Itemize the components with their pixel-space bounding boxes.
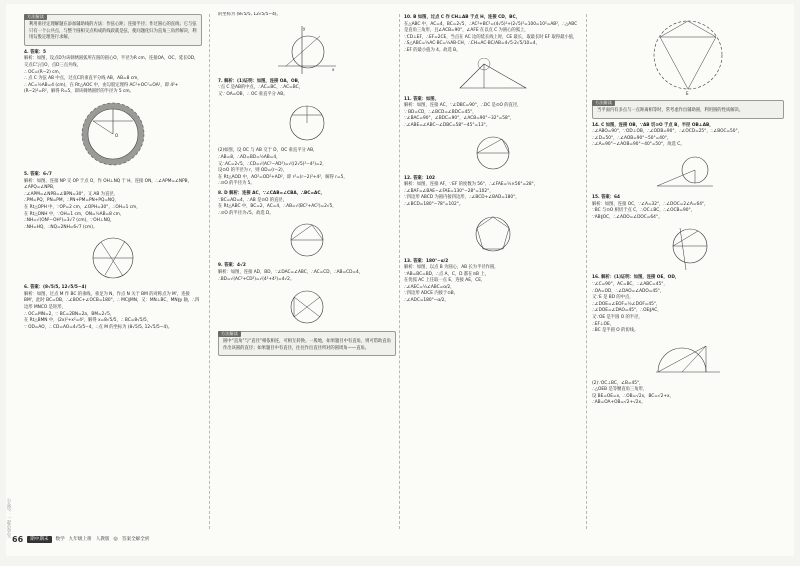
q6-line: ∵ OD=AO，∴ CD=AO=4√5/5−4，∴点 M 的坐标为 (8√5/5, 12√5/5−4)。: [24, 324, 173, 330]
column-1: [24, 12, 202, 532]
q11-circle-figure: [462, 133, 524, 173]
q9-line: 解析：如图，连接 AD，BD，∵∠DAC=∠ABC，∴AC=CD，∴AB=CD=4，∴BD=√(AC²+CD²)=√(4²+4²)=4√2。: [218, 269, 364, 282]
q8-line: ∴⊙O 的半径为√5。故选 D。: [218, 210, 274, 216]
q16-line: 又∵E 是 BD 的中点，: [592, 295, 634, 301]
q7-line: 又∴AC=2√5，∴CD=√(AC²−AD²)=√((2√5)²−4²)=2，: [218, 161, 327, 167]
q10-heading: 10. B 如图，过点 C 作 CH⊥AB 于点 H，连接 CD，BC，: [404, 15, 520, 20]
q5-line: 解析：如图，连接 NP 交 OP 于点 O，作 OH⊥NQ 于 H，连接 ON，∴∠APM=∠NPB，∠APQ=∠NPB，: [24, 178, 192, 191]
method-tip-box: [24, 14, 202, 46]
q7-line: 在 Rt△AOD 中，AO²=OD²+AD²，即 r²=(r−2)²+4²，解得 r=5，: [218, 174, 348, 180]
q4-line: 解析：如图，设点D为该刺绣圆弧所在圆的圆心O，半径为R cm，连接OA，OC，延长OD，交点C与点O，点D三点共线，: [24, 56, 199, 68]
q16-line: 又∵OE 是半圆 O 的半径，: [592, 314, 643, 320]
q16-semicircle-figure: [652, 338, 724, 378]
method-tip-box: [218, 331, 396, 356]
q15-circle-figure: [658, 224, 718, 272]
gear-embroidery-figure: [69, 99, 157, 169]
q6-line: ∴ OC=MN=2，∵ BC=2BN=2a，BM=2√5，: [24, 311, 115, 317]
svg-text:E: E: [686, 91, 689, 96]
q9-heading: 9. 答案：4√2: [218, 263, 246, 269]
answer-section-label: 答案全解全析: [121, 537, 150, 542]
method-tip-text: 利用垂径定理解题在添加辅助线的方法：作弦心距；连接半径；作过圆心的直线；它与弦只有一个公共点，与整个圆相交点构成的线段就是弦，使问题化归为直角三角形解决，利用勾股定理进行求解。: [29, 22, 197, 41]
q5-circle-figure: [83, 234, 143, 282]
q13-line: ∵四边形 ADCE 内接于⊙B，: [404, 291, 459, 297]
method-tip-label: 方法解读: [218, 331, 241, 337]
q14-tangent-figure: [651, 152, 725, 192]
q7-line: ∵点 C 是AB的中点，∴AC=BC，∴AC=BC，: [218, 85, 303, 91]
q4-line: ∴ OC=(R−2) cm，: [24, 69, 63, 75]
column-2: [218, 12, 396, 532]
q7-line: 设⊙O 的半径为 r，则 OD=(r−2)，: [218, 168, 287, 174]
q15-line: ∵BC 与⊙O 相切于点 C，∴OC⊥BC，∴∠OCB=90°，: [592, 208, 695, 214]
q16-line: (2)∵OC⊥BC，∠B=45°，: [592, 380, 644, 386]
q10-line: ∴EF 的最小值为 4。故选 B。: [404, 47, 461, 53]
method-tip-label: 方法解读: [592, 100, 615, 106]
q12-line: ∴∠BCD=180°−78°=102°。: [404, 201, 464, 207]
q8-line: ∵BC=AD=4，∴AB 是⊙O 的直径，: [218, 197, 287, 203]
q6-line: 在 Rt△BMN 中，(2x)²+x²=4²，解得 x=8√5/5，∴ BC=8√5/5，: [24, 318, 152, 324]
q16-line: ∴∠DOE=∠DAO=45°，∴OE∥AC，: [592, 308, 662, 314]
q8-circle-figure: [282, 220, 332, 260]
q6-continued: 的坐标为 (8√5/5, 12√5/5−4)。: [218, 12, 281, 17]
q16-line: ∴△OEB 是等腰直角三角形，: [592, 387, 648, 393]
subject-label: 数学: [55, 537, 65, 542]
q6-coordinate-figure: [272, 22, 342, 76]
q16-line: ∴AB=OA+OB=√2+√2x。: [592, 400, 646, 406]
column-divider: [399, 14, 400, 529]
q11-line: ∵ BD=CD，∴∠BCD=∠BDC=45°，: [404, 109, 477, 115]
q10-line: ∵CD⊥EF，∴EF=2CE，当点在 AC 边的延长线上时，CE 最长，取最长时 EF 取得最小值，: [404, 34, 578, 40]
q16-line: ∴OA=OD，∴∠DAO=∠ADO=45°，: [592, 288, 665, 294]
column-4: [592, 12, 784, 542]
q13-line: ∵AB=BC=BD，∴点 A，C，D 都在⊙B 上，: [404, 271, 489, 277]
column-divider: [586, 14, 587, 529]
method-tip-box: [592, 100, 784, 119]
q13-auxiliary-circle-figure: [640, 15, 736, 97]
column-3: [404, 12, 582, 542]
q7-line: ∴⊙O 的半径为 5。: [218, 181, 255, 187]
q13-line: ∴∠AEC=½∠ABC=α/2，: [404, 284, 455, 290]
q5-heading: 5. 答案：6√7: [24, 171, 52, 177]
q16-heading: 16. 解析：(1)证明：如图，连接 OE，OD，: [592, 275, 680, 281]
q15-heading: 15. 答案：64: [592, 194, 620, 200]
q4-line: ∴ AC=½AB=4 (cm)，在 Rt△AOC 中，由勾股定理得 AC²+OC²=OA²，即 4²+(R−2)²=R²，解得 R=5，即该刺绣圆形的半径为 5 cm。: [24, 82, 179, 95]
q11-heading: 11. 答案：如图，: [404, 96, 439, 102]
brand-label: 期中期末: [27, 536, 51, 543]
q7-heading: 7. 解析：(1)证明：如图，连接 OA，OB，: [218, 78, 303, 84]
q12-heading: 12. 答案：102: [404, 175, 435, 181]
q7-line: 又∵ OA=OB，∴ OC 垂直平分 AB。: [218, 91, 288, 97]
q14-line: ∴∠A=90°−∠AOB=90°−40°=50°，故选 C。: [592, 142, 685, 148]
q16-line: ∴BC 是半圆 O 的切线。: [592, 328, 639, 334]
q11-line: ∴∠ABE=∠ABC−∠DBC=58°−45°=13°。: [404, 122, 491, 128]
q13-line: ∴∠ADC=180°−α/2。: [404, 298, 449, 304]
q15-line: 解析：如图，连接 OC，∵∠A=32°，∴∠DOC=2∠A=64°，: [592, 201, 709, 207]
q14-line: ∴∠D=50°，∴∠AOB=90°−50°=40°，: [592, 135, 672, 141]
q16-line: ∴EF⊥OE，: [592, 321, 615, 327]
q13-line: 在优弧 AC 上任取一点 E，连接 AE，CE，: [404, 278, 486, 284]
q5-line: ∴PM=PQ，PN=PM，∴PN+PM=PN+PQ=NQ，: [24, 198, 119, 204]
method-tip-text: 圆中“直角”与“直径”相依相连，可相互转换。一般地，如果题目中有直角，则可借助直角作出该圆的直径；如果题目中有直径，往往作出直径所对的圆周角——直角。: [223, 339, 391, 351]
q16-line: ∵∠C=90°，AC=BC，∴∠ABC=45°，: [592, 281, 668, 287]
q13-heading: 13. 答案：180°−α/2: [404, 258, 449, 264]
q15-line: ∵AB∥OC，∴∠ADO=∠DOC=64°。: [592, 214, 663, 220]
q5-line: ∴∠APM=∠NPB=∠BPN=30°，又 AB 为直径，: [24, 191, 118, 197]
q4-heading: 4. 答案：5: [24, 49, 46, 55]
method-tip-label: 方法解读: [24, 14, 47, 20]
q6-heading: 6. 答案：(8√5/5, 12√5/5−4): [24, 285, 87, 291]
circle-dot-icon: ◎: [113, 536, 118, 542]
q5-line: ∴NH=√(ON²−OH²)=3√7 (cm)，∵OH⊥NQ，: [24, 218, 115, 224]
q7-circle-figure-1: [281, 101, 333, 145]
q13-line: 解析：如图，以点 B 为圆心，AB 长为半径作圆，: [404, 265, 499, 271]
q12-line: ∴∠BAF=∠BAE−∠FAE=130°−28°=102°，: [404, 188, 494, 194]
q11-line: 解析：如图，连接 AC，∵∠DBC=90°，∴DC 是⊙O 的直径，: [404, 103, 522, 109]
q10-line: ∴S△ABC=½AC·BC=½AB·CH，∴CH=AC·BC/AB=4√5·2√5/10=4，: [404, 41, 540, 47]
q16-line: ∴∠DOE=∠EOF=½∠DOF=45°，: [592, 301, 661, 307]
page-number: 66: [12, 534, 24, 544]
q5-line: 在 Rt△ONH 中，∵OH=1 cm，ON=½AB=8 cm，: [24, 211, 125, 217]
page-footer: [12, 534, 149, 544]
svg-text:y: y: [303, 25, 306, 31]
q7-line: ∴AB=8，∴AD=BD=½AB=4，: [218, 154, 281, 160]
edition-label: 人教版: [95, 537, 110, 542]
q10-line: 在△ABC 中，AC=4，BC=2√5，∴AC²+BC²=(4√5)²+(2√5)²=100=10²=AB²，∴△ABC 是直角三角形，且∠ACB=90°，∠AFE 在以点 C 为圆心的弧上，: [404, 21, 578, 34]
q14-line: ∴∠ABO=90°，∵OD⊥OB，∴∠ODB=90°，∴∠OCD=25°，∴∠BOC=50°，: [592, 129, 742, 135]
side-watermark: 公众号：一起小学宝: [6, 498, 11, 538]
q8-heading: 8. D 解析：连接 AC，∵∠CAB=∠CBA，∴BC=AC，: [218, 190, 325, 196]
q5-line: 在 Rt△OPH 中，∵OP=2 cm，∠OPH=30°，∴OH=1 cm，: [24, 204, 141, 210]
method-tip-text: 当平面内有多点与一点距离相等时，常考虑作出辅助圆，利用圆的性质解决。: [597, 108, 744, 113]
column-divider: [209, 14, 210, 529]
q4-line: ∴ 点 C 为弦 AB 中点，过点C的垂直平分线 AB，AB=8 cm，: [24, 76, 142, 82]
svg-text:x: x: [332, 66, 335, 72]
q6-line: 解析：如图，过点 M 作 BC 的垂线，垂足为 N，作点 N 关于 BM 的对称点为 M'，连接 BM'，此时 BC=OB，∴∠BOC+∠OCB=180°，∴ MC∥MN，又：MN⊥BC，MN∥y 轴，∴四边形 MNCO 是矩形，: [24, 291, 200, 311]
grade-label: 九年级上册: [68, 537, 92, 542]
q16-line: 设 BE=OE=x，∴OB=√2x，BC=√2+x，: [592, 393, 674, 399]
q14-heading: 14. C 如图，连接 OB，∵AB 切⊙O 于点 B，半径 OB⊥AB，: [592, 122, 714, 128]
svg-text:O: O: [115, 132, 119, 138]
q5-line: ∴NH=HQ，∴NQ=2NH=6√7 (cm)。: [24, 224, 98, 230]
q10-triangle-figure: [454, 58, 532, 94]
q11-line: ∵∠BAC=90°，∠BDC=90°，∠ACB=90°−32°=58°，: [404, 116, 515, 122]
answer-page: [6, 4, 794, 556]
q8-line: 在 Rt△ABC 中，BC=2，AC=4，∴AB=√(BC²+AC²)=2√5，: [218, 204, 337, 210]
q9-circle-figure: [282, 286, 332, 328]
q12-line: ∵四边形 ABCD 为圆内接四边形，∴∠BCD+∠BAD=180°，: [404, 195, 520, 201]
q12-pentagon-figure: [465, 212, 521, 256]
q12-line: 解析：如图，连接 AF，∵EF 的度数为 56°，∴∠FAE=½×56°=28°，: [404, 182, 539, 188]
q7-line: (2)如图，设 OC 与 AB 交于 D，OC 垂直平分 AB，: [218, 148, 318, 154]
